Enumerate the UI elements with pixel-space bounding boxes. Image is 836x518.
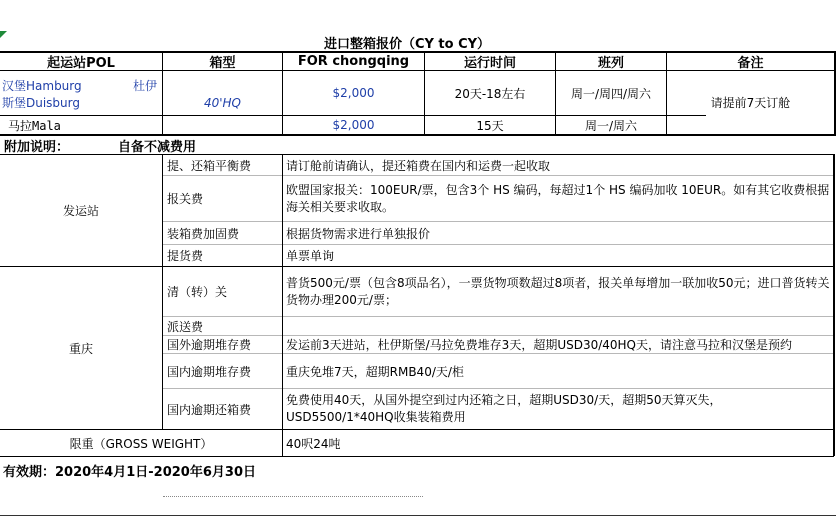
validity-period: 有效期：2020年4月1日-2020年6月30日	[3, 464, 256, 480]
table-right-border	[833, 154, 835, 456]
fee-name: 国外逾期堆存费	[167, 338, 252, 352]
pol-duisburg: 斯堡Duisburg	[2, 95, 80, 110]
header-transit-time: 运行时间	[463, 55, 516, 70]
section-chongqing: 重庆	[68, 341, 93, 356]
header-destination: FOR chongqing	[297, 53, 410, 69]
transit-time-hamburg: 20天-18左右	[454, 86, 526, 101]
weight-bottom-border	[0, 456, 834, 457]
weight-value: 40呎24吨	[286, 436, 341, 451]
fee-name: 提货费	[167, 249, 204, 263]
fee-name: 派送费	[167, 319, 204, 334]
fee-desc: 普货500元/票（包含8项品名），一票货物项数超过8项者，报关单每增加一联加收50元；进口普货转关货物办理200元/票；	[286, 275, 830, 307]
col-divider	[162, 154, 163, 429]
fee-name: 装箱费加固费	[167, 226, 240, 241]
cell-corner-marker	[0, 31, 7, 38]
fee-name: 国内逾期堆存费	[167, 364, 252, 379]
pol-hamburg: 汉堡Hamburg	[2, 78, 82, 93]
fee-name: 提、还箱平衡费	[167, 158, 252, 173]
page-title: 进口整箱报价（CY to CY）	[323, 36, 491, 51]
notes-value: 自备不减费用	[118, 139, 197, 154]
fee-desc: 单票单询	[286, 249, 335, 263]
fee-desc: 免费使用40天，从国外提空到过内还箱之日，超期USD30/天，超期50天算灭失，USD5500/1*40HQ收集装箱费用	[286, 393, 722, 424]
fee-desc: 请订舱前请确认，提还箱费在国内和运费一起收取	[286, 158, 551, 173]
col-divider	[282, 154, 283, 456]
footer-bottom-border	[0, 515, 836, 516]
fee-desc: 欧盟国家报关：100EUR/票，包含3个 HS 编码，每超过1个 HS 编码加收 10EUR。如有其它收费根据海关相关要求收取。	[286, 182, 830, 214]
header-pol: 起运站POL	[47, 55, 115, 70]
schedule-hamburg: 周一/周四/周六	[570, 86, 652, 101]
pol-mala: 马拉Mala	[8, 118, 61, 133]
fee-desc: 重庆免堆7天，超期RMB40/天/柜	[286, 364, 464, 379]
transit-time-mala: 15天	[476, 118, 504, 133]
footer-dotted-line	[163, 496, 423, 497]
price-mala: $2,000	[332, 118, 375, 132]
fee-desc	[286, 317, 831, 335]
header-schedule: 班列	[597, 55, 624, 70]
weight-label: 限重（GROSS WEIGHT）	[69, 436, 213, 451]
remark-value: 请提前7天订舱	[710, 96, 791, 110]
notes-label: 附加说明：	[4, 139, 70, 154]
fee-desc: 根据货物需求进行单独报价	[286, 226, 431, 241]
header-box-type: 箱型	[209, 55, 236, 70]
fee-name: 清（转）关	[167, 285, 228, 299]
section-origin: 发运站	[62, 204, 99, 218]
header-remark: 备注	[737, 55, 764, 70]
fee-desc: 发运前3天进站，杜伊斯堡/马拉免费堆存3天，超期USD30/40HQ天，请注意马拉和汉堡是预约	[286, 338, 793, 352]
price-hamburg: $2,000	[332, 86, 375, 100]
fee-name: 国内逾期还箱费	[167, 402, 252, 417]
box-type-value: 40'HQ	[203, 95, 242, 110]
fee-name: 报关费	[167, 192, 204, 206]
pol-duisburg-part: 杜伊	[133, 78, 158, 93]
schedule-mala: 周一/周六	[584, 118, 638, 133]
